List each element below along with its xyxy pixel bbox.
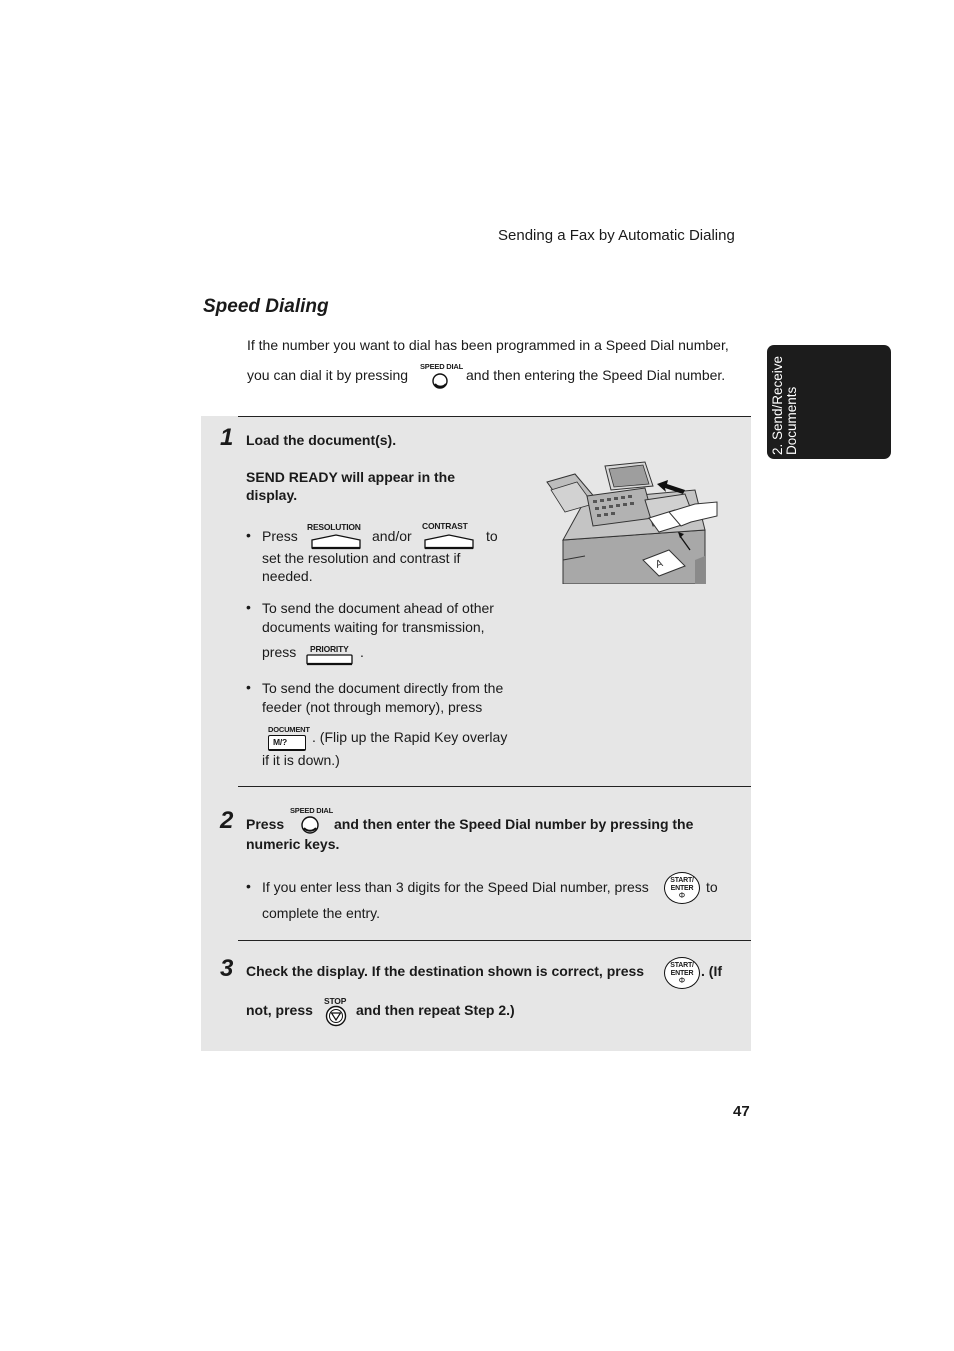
contrast-key-label: CONTRAST: [422, 521, 468, 531]
stop-key-icon: [325, 1005, 347, 1027]
bullet-dot: •: [246, 679, 251, 695]
stop-key-label: STOP: [324, 996, 347, 1006]
step2-rest-line1: and then enter the Speed Dial number by pressing the: [334, 816, 694, 832]
speed-dial-key-icon: [431, 372, 449, 390]
step1-send-ready-1: SEND READY will appear in the: [246, 469, 456, 485]
step3-line1-end: . (If: [701, 963, 722, 979]
step3-line1: Check the display. If the destination shown is correct, press: [246, 963, 645, 979]
running-head: Sending a Fax by Automatic Dialing: [498, 227, 735, 244]
step1-heading: Load the document(s).: [246, 432, 397, 448]
step1-b1-to: to: [486, 528, 498, 544]
step1-b3-line3: . (Flip up the Rapid Key overlay: [312, 729, 508, 745]
step1-b3-line4: if it is down.): [262, 752, 340, 768]
step2-b1-to: to: [706, 879, 718, 895]
fax-machine-illustration: [545, 460, 720, 584]
intro-line2b: and then entering the Speed Dial number.: [466, 367, 726, 383]
start-symbol-icon: Φ: [678, 891, 686, 900]
step1-b3-line2: feeder (not through memory), press: [262, 699, 483, 715]
bullet-dot: •: [246, 527, 251, 543]
step1-b3-line1: To send the document directly from the: [262, 680, 504, 696]
rule-top: [238, 416, 751, 417]
step2-number: 2: [220, 807, 234, 834]
chapter-tab-text: [771, 345, 799, 455]
step1-b2-period: .: [360, 644, 364, 660]
document-key-icon: [268, 735, 306, 751]
step1-b2-press: press: [262, 644, 297, 660]
step1-b1-line2: set the resolution and contrast if: [262, 550, 461, 566]
start-enter-key-icon: [664, 872, 700, 904]
step1-b2-line1: To send the document ahead of other: [262, 600, 494, 616]
bullet-dot: •: [246, 599, 251, 615]
step2-line2: numeric keys.: [246, 836, 340, 852]
document-key-label: DOCUMENT: [268, 725, 310, 734]
step2-press: Press: [246, 816, 285, 832]
section-title: Speed Dialing: [203, 296, 329, 317]
speed-dial-key-label: SPEED DIAL: [420, 362, 464, 371]
intro-line1: If the number you want to dial has been programmed in a Speed Dial number,: [247, 337, 729, 353]
priority-key-icon: [306, 654, 354, 666]
step1-b2-line2: documents waiting for transmission,: [262, 619, 485, 635]
step3-number: 3: [220, 955, 234, 982]
start-enter-key-face-2: ENTER: [670, 885, 694, 892]
step3-line2a: not, press: [246, 1002, 313, 1018]
rule-step3: [238, 940, 751, 941]
chapter-tab-line2: Documents: [784, 386, 799, 455]
start-enter-key-face-1: START/: [670, 877, 694, 884]
speed-dial-key-label: SPEED DIAL: [290, 806, 334, 815]
step1-number: 1: [220, 424, 234, 451]
chapter-tab-line1: 2. Send/Receive: [770, 355, 785, 455]
step3-line2b: and then repeat Step 2.): [356, 1002, 515, 1018]
speed-dial-key-icon: [300, 815, 320, 835]
priority-key-label: PRIORITY: [310, 644, 349, 654]
start-enter-key-icon: [664, 957, 700, 989]
rule-step2: [238, 786, 751, 787]
start-enter-key-face-1: START/: [670, 962, 694, 969]
resolution-key-label: RESOLUTION: [307, 522, 361, 532]
step1-send-ready-2: display.: [246, 487, 298, 503]
page-number: 47: [733, 1103, 750, 1120]
contrast-key-icon: [424, 534, 474, 550]
document-key-face: M/?: [273, 737, 288, 747]
start-enter-key-face-2: ENTER: [670, 970, 694, 977]
start-symbol-icon: Φ: [678, 976, 686, 985]
step1-b1-line3: needed.: [262, 568, 313, 584]
bullet-dot: •: [246, 878, 251, 894]
step1-b1-press: Press: [262, 528, 298, 544]
intro-line2a: you can dial it by pressing: [247, 367, 409, 383]
step2-b1-line1: If you enter less than 3 digits for the Speed Dial number, press: [262, 879, 649, 895]
chapter-tab: [767, 345, 891, 459]
svg-text:A: A: [654, 558, 665, 571]
step1-b1-andor: and/or: [372, 528, 412, 544]
step2-b1-line2: complete the entry.: [262, 905, 381, 921]
resolution-key-icon: [311, 534, 361, 550]
